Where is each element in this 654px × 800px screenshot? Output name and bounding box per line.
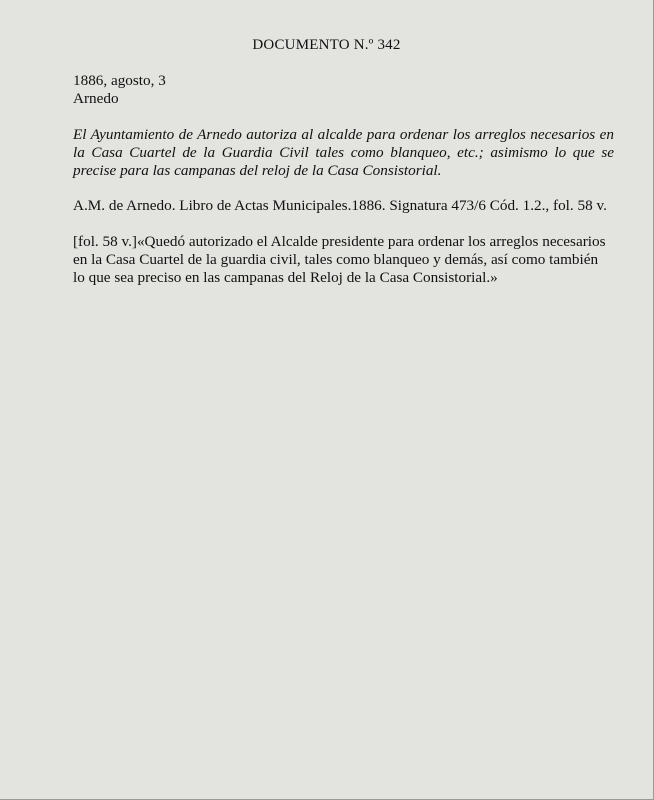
document-source: A.M. de Arnedo. Libro de Actas Municipales.1886. Signatura 473/6 Cód. 1.2., fol. 58 v. [73, 197, 607, 214]
document-title: DOCUMENTO N.º 342 [252, 37, 401, 53]
summary-line: precise para las campanas del reloj de la Casa Consistorial. [73, 162, 442, 179]
summary-line: El Ayuntamiento de Arnedo autoriza al alcalde para ordenar los arreglos necesarios en [73, 126, 614, 143]
document-place: Arnedo [73, 90, 119, 107]
transcription-line: en la Casa Cuartel de la guardia civil, tales como blanqueo y demás, así como también [73, 251, 599, 268]
document-transcription [73, 233, 614, 287]
transcription-line: lo que sea preciso en las campanas del Reloj de la Casa Consistorial.» [73, 269, 498, 286]
document-date: 1886, agosto, 3 [73, 72, 166, 89]
summary-line: la Casa Cuartel de la Guardia Civil tales como blanqueo, etc.; asimismo lo que se [73, 144, 614, 161]
document-summary [73, 126, 614, 180]
transcription-line: [fol. 58 v.]«Quedó autorizado el Alcalde presidente para ordenar los arreglos necesarios [73, 233, 606, 250]
